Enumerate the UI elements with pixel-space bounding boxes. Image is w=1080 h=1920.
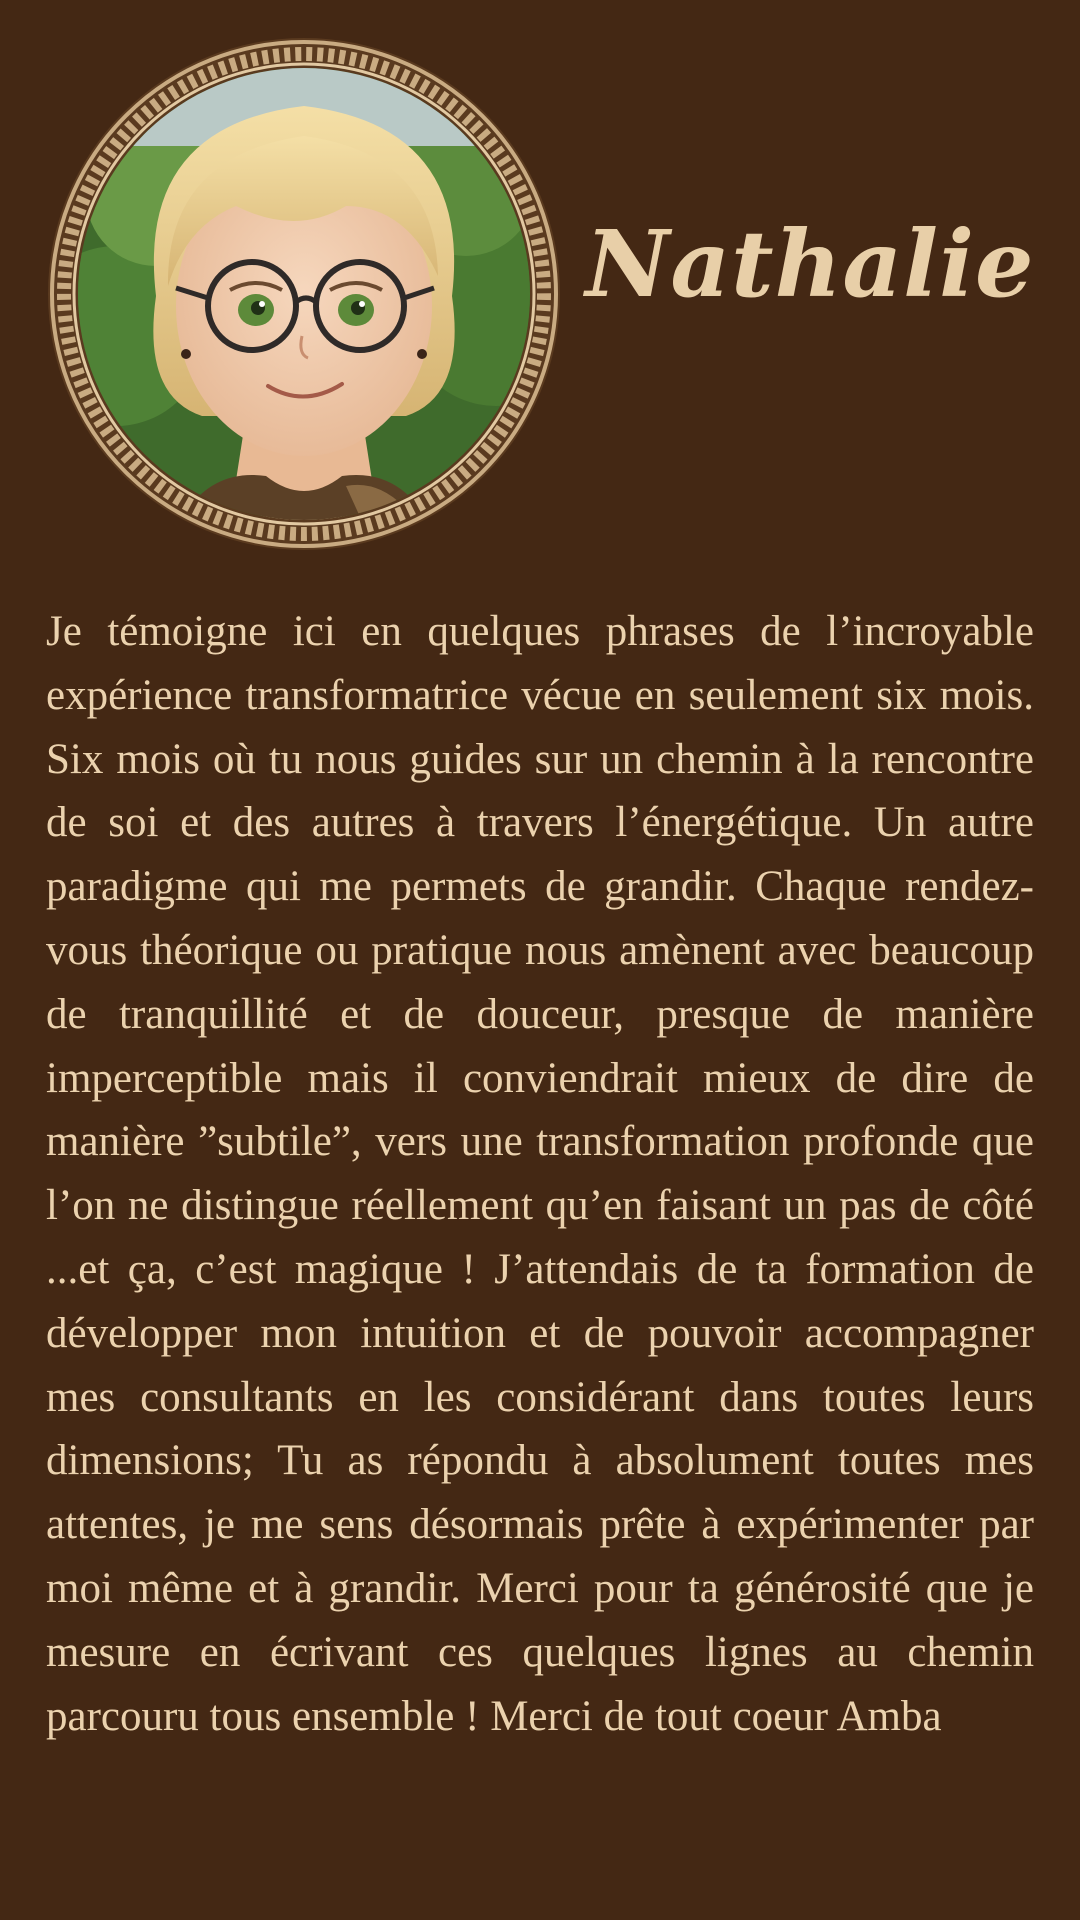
testimonial-text: Je témoigne ici en quelques phrases de l’incroyable expérience transformatrice vécue en seulement six mois. Six mois où tu nous guides sur un chemin à la rencontre de soi et des autres à travers l’énergétique. Un autre paradigme qui me permets de grandir. Chaque rendez-vous théorique ou pratique nous amènent avec beaucoup de tranquillité et de douceur, presque de manière imperceptible mais il conviendrait mieux de dire de manière ”subtile”, vers une transformation profonde que l’on ne distingue réellement qu’en faisant un pas de côté ...et ça, c’est magique ! J’attendais de ta formation de développer mon intuition et de pouvoir accompagner mes consultants en les considérant dans toutes leurs dimensions; Tu as répondu à absolument toutes mes attentes, je me sens désormais prête à expérimenter par moi même et à grandir. Merci pour ta générosité que je mesure en écrivant ces quelques lignes au chemin parcouru tous ensemble ! Merci de tout coeur Amba	[46, 608, 1034, 1740]
portrait-illustration-icon	[46, 36, 562, 552]
person-name: Nathalie	[585, 210, 1035, 318]
avatar	[46, 36, 562, 552]
